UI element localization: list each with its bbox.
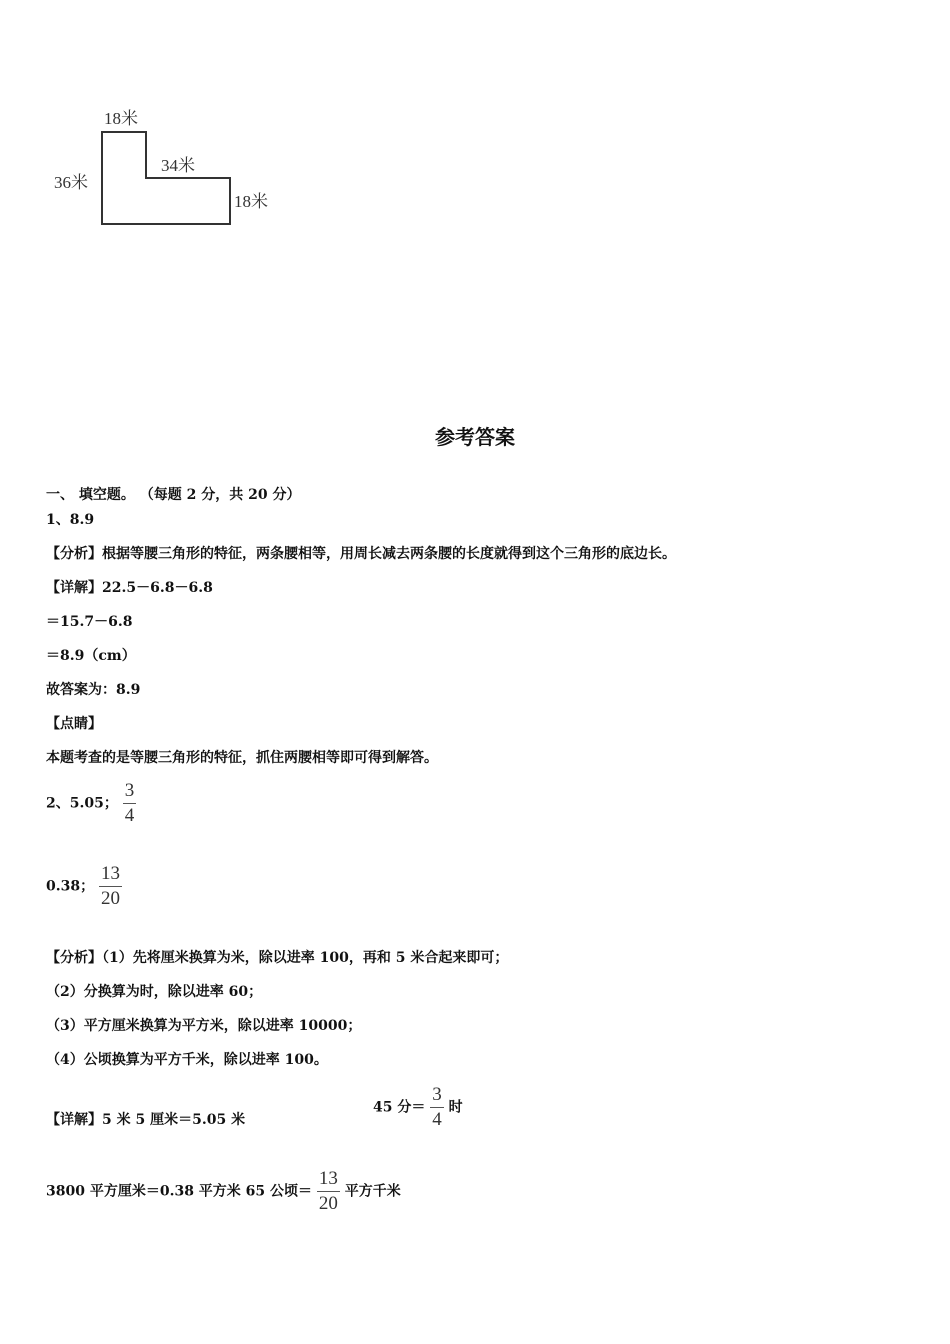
q2-last-line	[46, 1168, 401, 1215]
q1-answer: 1、8.9	[46, 512, 95, 528]
l-shape-figure	[50, 100, 290, 235]
q2-answer2-fraction	[99, 863, 122, 910]
fraction-numerator: 3	[432, 1084, 442, 1105]
q1-analysis: 【分析】根据等腰三角形的特征，两条腰相等，用周长减去两条腰的长度就得到这个三角形的底边长。	[46, 546, 676, 562]
q2-answer-line	[46, 780, 136, 827]
q2-answer2-prefix: 0.38；	[46, 878, 95, 895]
q2-analysis-2: （2）分换算为时，除以进率 60；	[46, 984, 263, 1000]
q2-analysis-4: （4）公顷换算为平方千米，除以进率 100。	[46, 1052, 328, 1068]
q2-detail-left: 【详解】5 米 5 厘米＝5.05 米	[46, 1112, 246, 1128]
label-top: 18米	[104, 109, 138, 128]
q2-detail-fraction	[430, 1084, 444, 1131]
q2-detail-right-suffix: 时	[448, 1099, 463, 1116]
q1-step2: ＝8.9（cm）	[46, 648, 136, 664]
q1-step1: ＝15.7－6.8	[46, 614, 133, 630]
fraction-bar	[123, 803, 137, 804]
fraction-denominator: 4	[124, 805, 135, 826]
fraction-denominator: 20	[100, 888, 120, 909]
fraction-numerator: 13	[318, 1168, 338, 1189]
l-shape-outline	[102, 132, 230, 224]
q2-analysis: 【分析】（1）先将厘米换算为米，除以进率 100，再和 5 米合起来即可；	[46, 950, 509, 966]
fraction-bar	[430, 1107, 444, 1108]
fraction-denominator: 4	[432, 1109, 442, 1130]
q2-detail-right	[373, 1084, 463, 1131]
answers-title: 参考答案	[435, 425, 515, 449]
q1-detail: 【详解】22.5－6.8－6.8	[46, 580, 213, 596]
section-heading: 一、 填空题。 （每题 2 分，共 20 分）	[46, 487, 301, 503]
q1-comment-label: 【点睛】	[46, 716, 102, 732]
q2-detail-right-prefix: 45 分＝	[373, 1099, 426, 1116]
q2-last-fraction	[317, 1168, 340, 1215]
label-left: 36米	[54, 173, 88, 192]
fraction-numerator: 13	[100, 863, 120, 884]
q2-answer-prefix: 2、5.05；	[46, 795, 118, 812]
q2-answer-fraction	[123, 780, 137, 827]
q1-comment: 本题考查的是等腰三角形的特征，抓住两腰相等即可得到解答。	[46, 750, 438, 766]
label-right: 18米	[234, 192, 268, 211]
q2-last-suffix: 平方千米	[344, 1183, 401, 1200]
fraction-bar	[99, 886, 122, 887]
fraction-bar	[317, 1191, 340, 1192]
q1-conclusion: 故答案为：8.9	[46, 682, 141, 698]
q2-answer2-line	[46, 863, 122, 910]
fraction-denominator: 20	[318, 1193, 338, 1214]
q2-analysis-3: （3）平方厘米换算为平方米，除以进率 10000；	[46, 1018, 362, 1034]
label-step: 34米	[161, 156, 195, 175]
fraction-numerator: 3	[124, 780, 135, 801]
q2-last-prefix: 3800 平方厘米＝0.38 平方米 65 公顷＝	[46, 1183, 313, 1200]
